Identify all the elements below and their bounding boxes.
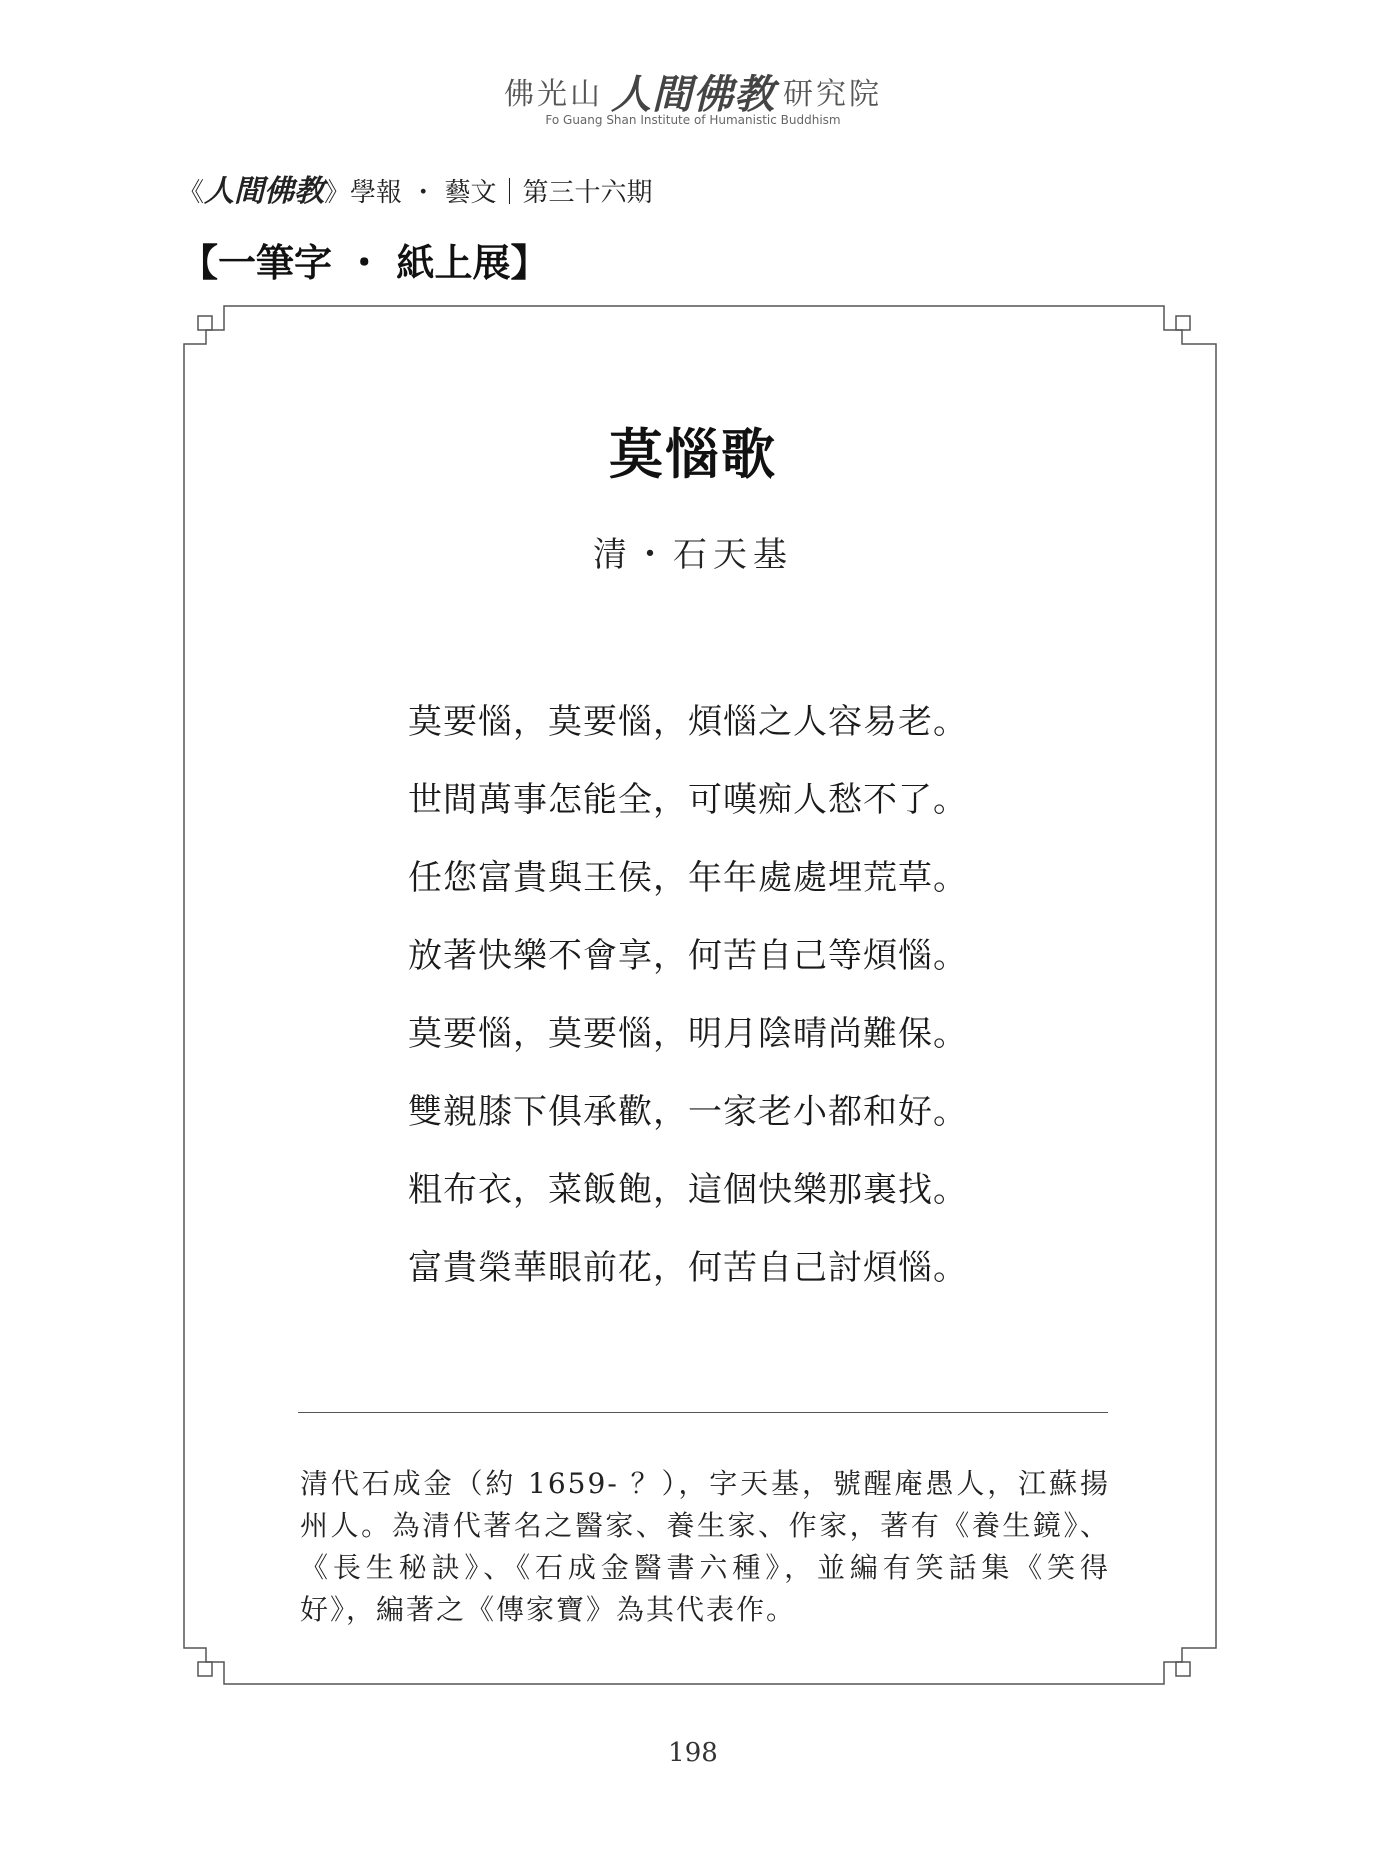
note-divider bbox=[298, 1412, 1108, 1413]
institute-suffix: 研究院 bbox=[783, 77, 882, 112]
poem-line: 粗布衣，菜飯飽，這個快樂那裏找。 bbox=[408, 1170, 968, 1210]
page-number: 198 bbox=[668, 1738, 718, 1768]
section-title: 【一筆字 ・ 紙上展】 bbox=[180, 240, 549, 285]
journal-issue: 》學報 ・ 藝文｜第三十六期 bbox=[324, 178, 653, 208]
poem-line: 放著快樂不會享，何苦自己等煩惱。 bbox=[408, 936, 968, 976]
frame-corner-top-right bbox=[1176, 316, 1190, 330]
journal-open-quote: 《 bbox=[178, 178, 205, 208]
frame-corner-bottom-right bbox=[1176, 1662, 1190, 1676]
poem-line: 任您富貴與王侯，年年處處埋荒草。 bbox=[408, 858, 968, 898]
poem-line: 世間萬事怎能全，可嘆痴人愁不了。 bbox=[408, 780, 968, 820]
poem-line: 莫要惱，莫要惱，煩惱之人容易老。 bbox=[408, 702, 968, 742]
poem-author: 清・石天基 bbox=[593, 535, 793, 575]
poem-body bbox=[408, 702, 1028, 1326]
frame-corner-bottom-left bbox=[198, 1662, 212, 1676]
journal-brand: 人間佛教 bbox=[204, 174, 325, 209]
poem-title: 莫惱歌 bbox=[609, 422, 777, 486]
institute-english-name: Fo Guang Shan Institute of Humanistic Buddhism bbox=[545, 113, 841, 127]
institute-brand-logo: 人間佛教 bbox=[611, 71, 775, 118]
author-note: 清代石成金（約 1659- ？），字天基，號醒庵愚人，江蘇揚州人。為清代著名之醫家、養生家、作家，著有《養生鏡》、《長生秘訣》、《石成金醫書六種》，並編有笑話集《笑得好》，編著之《傳家寶》為其代表作。 bbox=[300, 1467, 1110, 1626]
institute-prefix: 佛光山 bbox=[504, 77, 603, 112]
poem-line: 富貴榮華眼前花，何苦自己討煩惱。 bbox=[408, 1248, 968, 1288]
poem-line: 莫要惱，莫要惱，明月陰晴尚難保。 bbox=[408, 1014, 968, 1054]
poem-line: 雙親膝下俱承歡，一家老小都和好。 bbox=[408, 1092, 968, 1132]
frame-corner-top-left bbox=[198, 316, 212, 330]
